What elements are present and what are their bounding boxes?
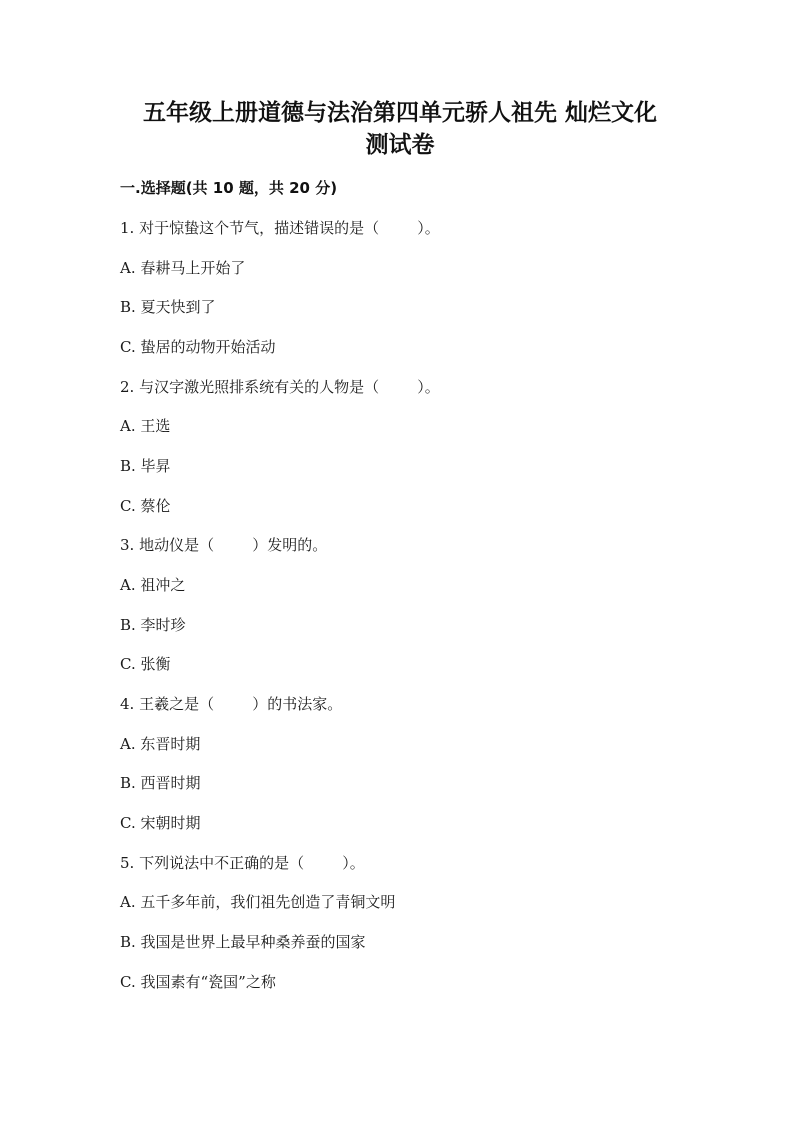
question-option: B. 夏天快到了 (120, 298, 216, 316)
question-option: A. 春耕马上开始了 (120, 259, 246, 277)
question-stem: 5. 下列说法中不正确的是（ ）。 (120, 854, 365, 872)
question-option: B. 我国是世界上最早种桑养蚕的国家 (120, 933, 366, 951)
question-stem: 4. 王羲之是（ ）的书法家。 (120, 695, 343, 713)
question-option: C. 我国素有“瓷国”之称 (120, 973, 276, 991)
question-stem: 2. 与汉字激光照排系统有关的人物是（ ）。 (120, 378, 440, 396)
question-option: A. 王选 (120, 417, 171, 435)
question-option: B. 西晋时期 (120, 774, 201, 792)
question-option: A. 东晋时期 (120, 735, 201, 753)
question-option: C. 宋朝时期 (120, 814, 201, 832)
question-option: C. 蔡伦 (120, 497, 171, 515)
question-option: A. 祖冲之 (120, 576, 186, 594)
document-title-line2: 测试卷 (365, 132, 435, 158)
question-stem: 1. 对于惊蛰这个节气，描述错误的是（ ）。 (120, 219, 440, 237)
question-stem: 3. 地动仪是（ ）发明的。 (120, 536, 328, 554)
question-option: C. 张衡 (120, 655, 171, 673)
question-option: B. 毕昇 (120, 457, 171, 475)
section-heading: 一.选择题(共 10 题，共 20 分) (120, 179, 338, 197)
document-title-line1: 五年级上册道德与法治第四单元骄人祖先 灿烂文化 (142, 100, 657, 126)
question-option: C. 蛰居的动物开始活动 (120, 338, 276, 356)
question-option: A. 五千多年前，我们祖先创造了青铜文明 (120, 893, 396, 911)
question-option: B. 李时珍 (120, 616, 186, 634)
